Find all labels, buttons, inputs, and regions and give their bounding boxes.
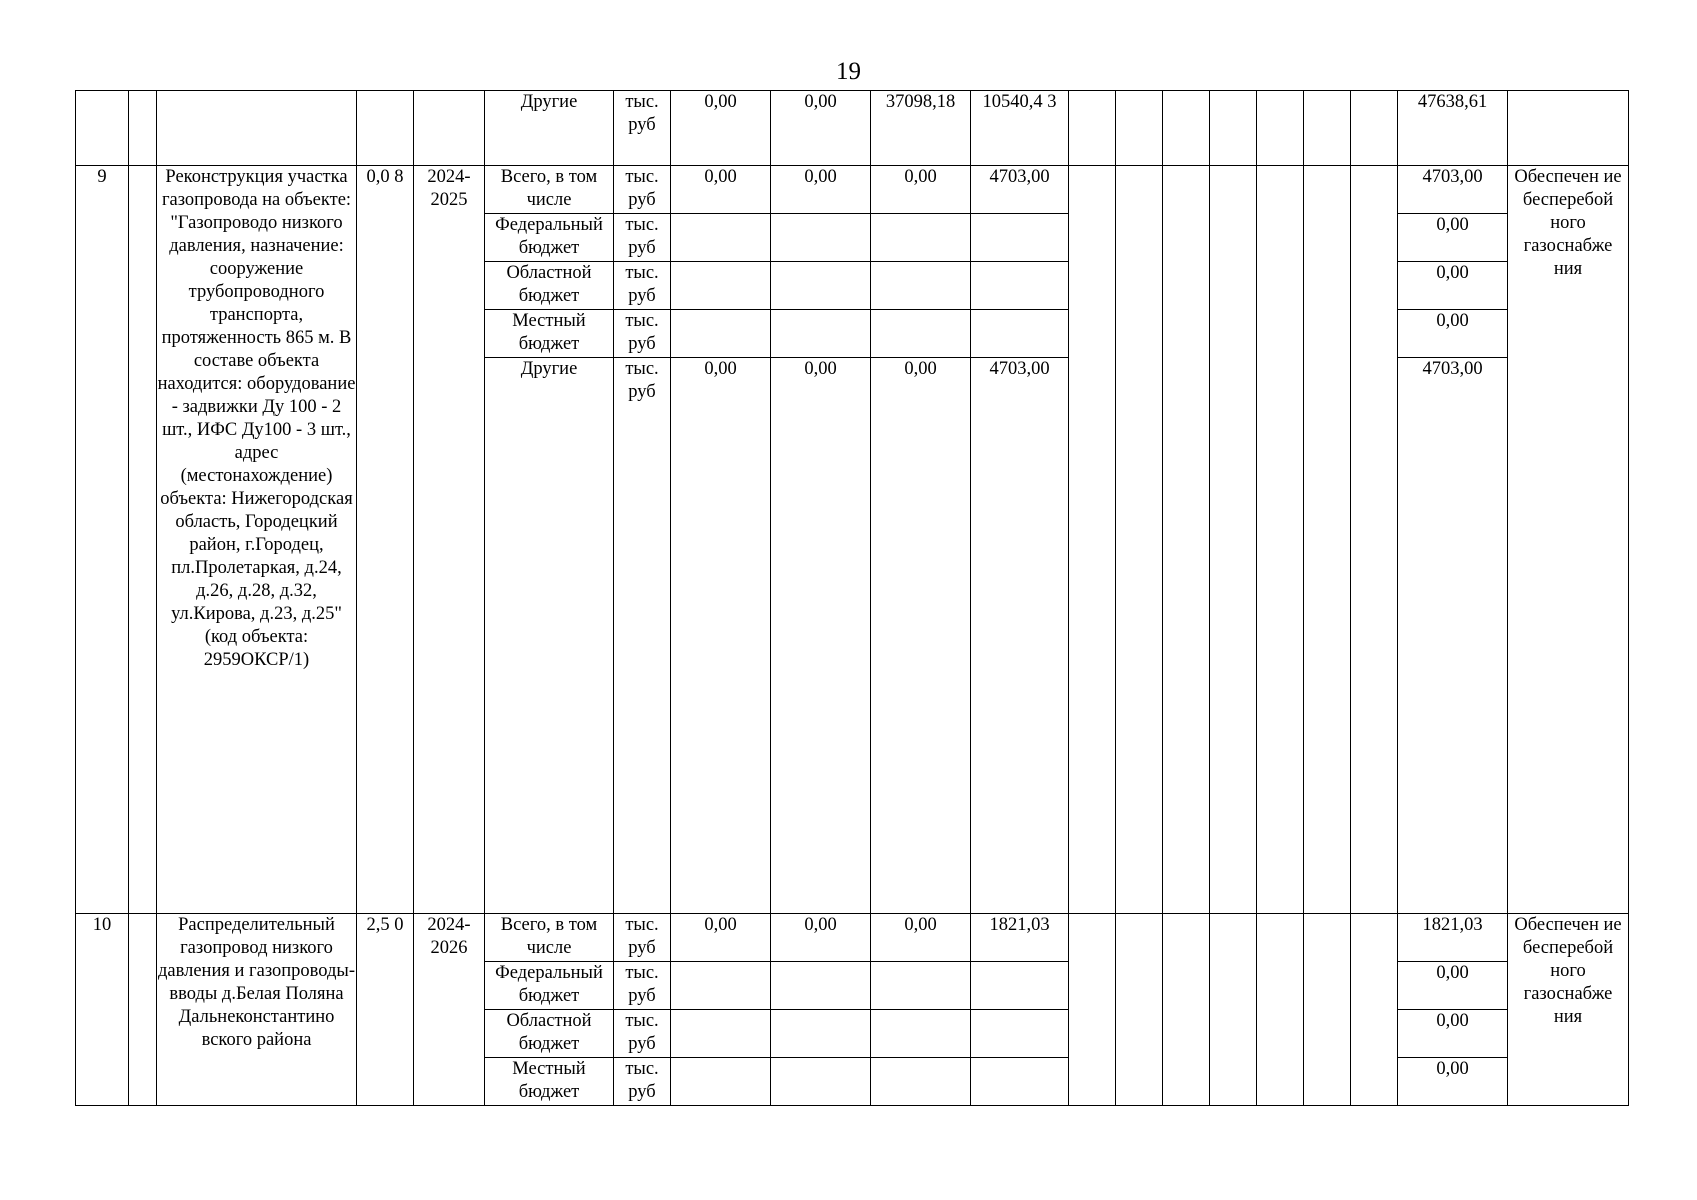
total-cell: 0,00 [1398,310,1508,358]
source-cell: Местный бюджет [485,1058,614,1106]
total-cell: 4703,00 [1398,166,1508,214]
source-cell: Всего, в том числе [485,166,614,214]
unit-cell: тыс. руб [614,1058,671,1106]
value-cell: 1821,03 [971,914,1069,962]
page-number: 19 [836,58,861,85]
unit-cell: тыс. руб [614,91,671,166]
unit-cell: тыс. руб [614,166,671,214]
source-cell: Федеральный бюджет [485,214,614,262]
budget-table [75,90,1629,1106]
value-cell: 4703,00 [971,358,1069,914]
value-cell: 0,00 [671,914,771,962]
value-cell: 0,00 [671,166,771,214]
unit-cell: тыс. руб [614,1010,671,1058]
source-cell: Всего, в том числе [485,914,614,962]
value-cell: 0,00 [871,166,971,214]
total-cell: 47638,61 [1398,91,1508,166]
total-cell: 0,00 [1398,1058,1508,1106]
value-cell: 0,00 [671,358,771,914]
value-cell: 0,00 [871,358,971,914]
value-cell: 4703,00 [971,166,1069,214]
total-cell: 4703,00 [1398,358,1508,914]
value-cell: 0,00 [771,358,871,914]
row-number: 9 [76,166,129,914]
unit-cell: тыс. руб [614,914,671,962]
source-cell: Местный бюджет [485,310,614,358]
value-cell: 0,00 [771,166,871,214]
unit-cell: тыс. руб [614,214,671,262]
total-cell: 0,00 [1398,262,1508,310]
source-cell: Другие [485,358,614,914]
value-cell: 0,00 [671,91,771,166]
unit-cell: тыс. руб [614,358,671,914]
period-cell: 2024- 2025 [414,166,485,914]
length-cell: 0,0 8 [357,166,414,914]
object-description: Распределительный газопровод низкого давления и газопроводы-вводы д.Белая Поляна Дальнеконстантино вского района [157,914,357,1106]
source-cell: Областной бюджет [485,262,614,310]
source-cell: Другие [485,91,614,166]
source-cell: Областной бюджет [485,1010,614,1058]
result-cell: Обеспечен ие бесперебой ного газоснабже ния [1508,914,1629,1106]
total-cell: 0,00 [1398,962,1508,1010]
unit-cell: тыс. руб [614,310,671,358]
unit-cell: тыс. руб [614,962,671,1010]
result-cell: Обеспечен ие бесперебой ного газоснабже ния [1508,166,1629,914]
value-cell: 37098,18 [871,91,971,166]
period-cell: 2024- 2026 [414,914,485,1106]
total-cell: 0,00 [1398,1010,1508,1058]
length-cell: 2,5 0 [357,914,414,1106]
table-row [76,166,1629,214]
value-cell: 0,00 [771,91,871,166]
table-row [76,91,1629,166]
total-cell: 1821,03 [1398,914,1508,962]
value-cell: 0,00 [871,914,971,962]
value-cell: 0,00 [771,914,871,962]
unit-cell: тыс. руб [614,262,671,310]
source-cell: Федеральный бюджет [485,962,614,1010]
object-description: Реконструкция участка газопровода на объекте: "Газопроводо низкого давления, назначение: сооружение трубопроводного транспорта, протяженность 865 м. В составе объекта находится: оборудование - задвижки Ду 100 - 2 шт., ИФС Ду100 - 3 шт., адрес (местонахождение) объекта: Нижегородская область, Городецкий район, г.Городец, пл.Пролетаркая, д.24, д.26, д.28, д.32, ул.Кирова, д.23, д.25" (код объекта: 2959ОКСР/1) [157,166,357,914]
value-cell: 10540,4 3 [971,91,1069,166]
row-number: 10 [76,914,129,1106]
table-row [76,914,1629,962]
total-cell: 0,00 [1398,214,1508,262]
